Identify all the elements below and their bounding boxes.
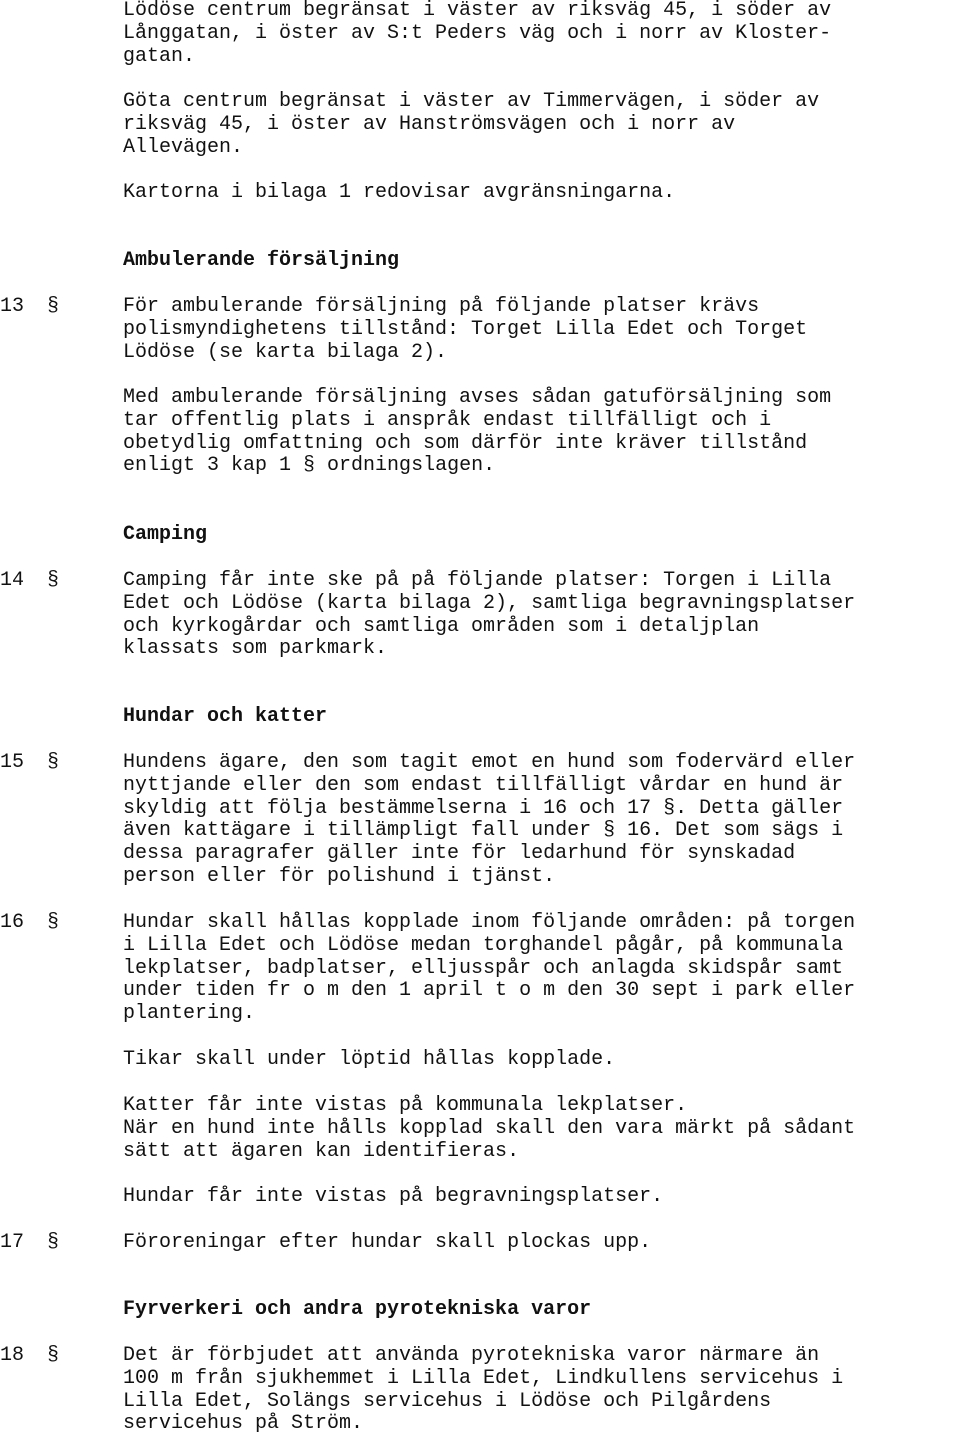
paragraph-number: 16 [0, 911, 25, 934]
paragraph-text: Hundar skall hållas kopplade inom följande områden: på torgen i Lilla Edet och Lödöse medan torghandel pågår, på kommunala lekplatser, badplatser, elljusspår och anlagda skidspår samt under tiden fr o m den 1 april t o m den 30 sept i park eller plantering. [123, 911, 856, 1026]
paragraph-number: 13 [0, 295, 25, 318]
section-heading: Fyrverkeri och andra pyrotekniska varor [123, 1298, 592, 1321]
paragraph-text [123, 387, 960, 478]
section-heading: Camping [123, 523, 208, 546]
paragraph-text: Göta centrum begränsat i väster av Timmervägen, i söder av riksväg 45, i öster av Hanströmsvägen och i norr av Allevägen. [123, 90, 820, 159]
paragraph-number: 15 [0, 751, 25, 774]
paragraph-number: 14 [0, 569, 25, 592]
paragraph-text: Det är förbjudet att använda pyrotekniska varor närmare än 100 m från sjukhemmet i Lilla Edet, Lindkullens servicehus i Lilla Edet, Solängs servicehus i Lödöse och Pilgårdens servicehus på Ström. [123, 1344, 844, 1436]
section-mark: § [47, 1344, 60, 1367]
paragraph-text-part: ordningslagen. [315, 454, 496, 478]
section-mark: § [47, 569, 60, 592]
paragraph-text: Lödöse centrum begränsat i väster av riksväg 45, i söder av Långgatan, i öster av S:t Peders väg och i norr av Kloster- gatan. [123, 0, 832, 68]
paragraph-text: Hundar får inte vistas på begravningsplatser. [123, 1185, 664, 1208]
section-mark: § [47, 295, 60, 318]
paragraph-text: Kartorna i bilaga 1 redovisar avgränsningarna. [123, 181, 676, 204]
paragraph-text: Hundens ägare, den som tagit emot en hund som fodervärd eller nyttjande eller den som endast tillfälligt vårdar en hund är skyldig att följa bestämmelserna i 16 och 17 §. Detta gäller även kattägare i tillämpligt fall under § 16. Det som sägs i dessa paragrafer gäller inte för ledarhund för synskadad person eller för polishund i tjänst. [123, 751, 856, 888]
paragraph-text: Camping får inte ske på på följande platser: Torgen i Lilla Edet och Lödöse (karta bilaga 2), samtliga begravningsplatser och kyrkogårdar och samtliga områden som i detaljplan klassats som parkmark. [123, 569, 856, 661]
paragraph-text: Katter får inte vistas på kommunala lekplatser. När en hund inte hålls kopplad skall den vara märkt på sådant sätt att ägaren kan identifieras. [123, 1094, 856, 1163]
paragraph-text: För ambulerande försäljning på följande platser krävs polismyndighetens tillstånd: Torget Lilla Edet och Torget Lödöse (se karta bilaga 2). [123, 295, 808, 364]
section-heading: Hundar och katter [123, 705, 328, 728]
section-mark: § [47, 751, 60, 774]
section-mark: § [47, 911, 60, 934]
paragraph-text: Föroreningar efter hundar skall plockas upp. [123, 1231, 652, 1254]
section-heading: Ambulerande försäljning [123, 249, 400, 272]
paragraph-number: 17 [0, 1231, 25, 1254]
paragraph-text-part: Med ambulerande försäljning avses sådan gatuförsäljning som tar offentlig plats i anspråk endast tillfälligt och i obetydlig omfattning och som därför inte kräver tillstånd enligt 3 kap 1 [123, 386, 832, 478]
section-mark: § [47, 1231, 60, 1254]
paragraph-text: Tikar skall under löptid hållas kopplade. [123, 1048, 616, 1071]
section-mark: § [303, 454, 316, 478]
paragraph-number: 18 [0, 1344, 25, 1367]
